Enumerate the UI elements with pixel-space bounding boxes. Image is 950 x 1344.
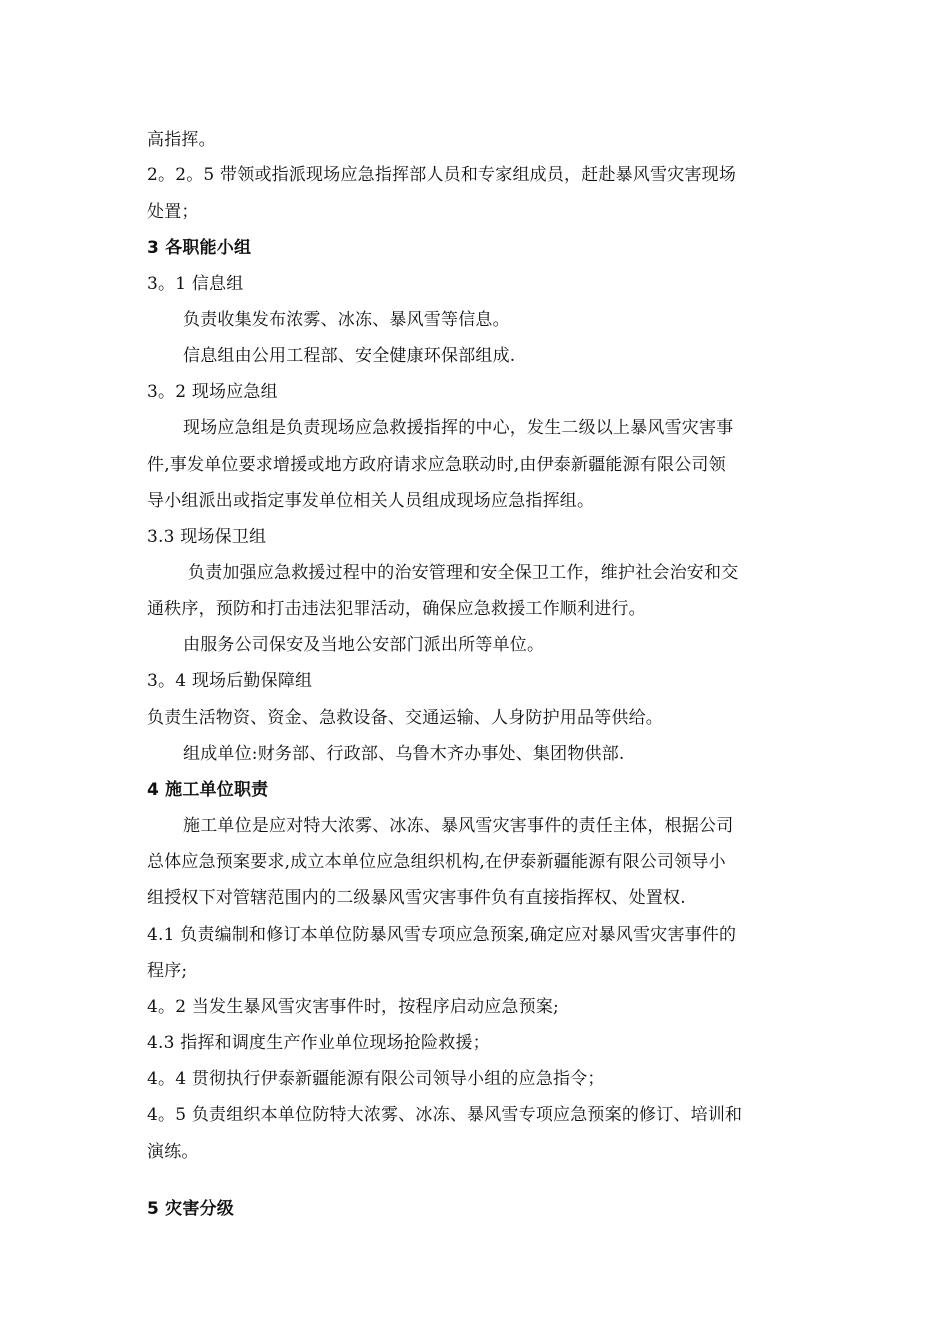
text-line: 演练。 — [147, 1142, 199, 1162]
section-heading: 3 各职能小组 — [147, 238, 252, 258]
text-line: 4.3 指挥和调度生产作业单位现场抢险救援； — [147, 1033, 490, 1053]
text-line: 组成单位:财务部、行政部、乌鲁木齐办事处、集团物供部. — [183, 744, 625, 764]
subsection-heading: 3。1 信息组 — [147, 274, 244, 294]
text-line: 2。2。5 带领或指派现场应急指挥部人员和专家组成员，赶赴暴风雪灾害现场 — [147, 165, 737, 185]
subsection-heading: 3.3 现场保卫组 — [147, 527, 267, 547]
text-line: 负责生活物资、资金、急救设备、交通运输、人身防护用品等供给。 — [147, 708, 663, 728]
section-heading: 4 施工单位职责 — [147, 780, 269, 800]
text-line: 4。2 当发生暴风雪灾害事件时，按程序启动应急预案; — [147, 997, 559, 1017]
text-line: 件,事发单位要求增援或地方政府请求应急联动时,由伊泰新疆能源有限公司领 — [147, 455, 726, 475]
text-line: 现场应急组是负责现场应急救援指挥的中心，发生二级以上暴风雪灾害事 — [183, 418, 734, 438]
text-line: 由服务公司保安及当地公安部门派出所等单位。 — [183, 635, 545, 655]
text-line: 4.1 负责编制和修订本单位防暴风雪专项应急预案,确定应对暴风雪灾害事件的 — [147, 925, 737, 945]
text-line: 负责加强应急救援过程中的治安管理和安全保卫工作，维护社会治安和交 — [188, 563, 739, 583]
text-line: 负责收集发布浓雾、冰冻、暴风雪等信息。 — [183, 310, 510, 330]
text-line: 组授权下对管辖范围内的二级暴风雪灾害事件负有直接指挥权、处置权. — [147, 888, 686, 908]
text-line: 信息组由公用工程部、安全健康环保部组成. — [183, 346, 516, 366]
section-heading: 5 灾害分级 — [147, 1199, 234, 1219]
text-line: 导小组派出或指定事发单位相关人员组成现场应急指挥组。 — [147, 491, 595, 511]
text-line: 4。4 贯彻执行伊泰新疆能源有限公司领导小组的应急指令； — [147, 1069, 605, 1089]
text-line: 总体应急预案要求,成立本单位应急组织机构,在伊泰新疆能源有限公司领导小 — [147, 852, 726, 872]
text-line: 程序; — [147, 961, 188, 981]
subsection-heading: 3。2 现场应急组 — [147, 382, 278, 402]
text-line: 处置； — [147, 202, 199, 222]
text-line: 4。5 负责组织本单位防特大浓雾、冰冻、暴风雪专项应急预案的修订、培训和 — [147, 1105, 743, 1125]
text-line: 高指挥。 — [147, 130, 216, 150]
text-line: 通秩序，预防和打击违法犯罪活动，确保应急救援工作顺利进行。 — [147, 599, 646, 619]
subsection-heading: 3。4 现场后勤保障组 — [147, 671, 313, 691]
text-line: 施工单位是应对特大浓雾、冰冻、暴风雪灾害事件的责任主体，根据公司 — [183, 816, 734, 836]
